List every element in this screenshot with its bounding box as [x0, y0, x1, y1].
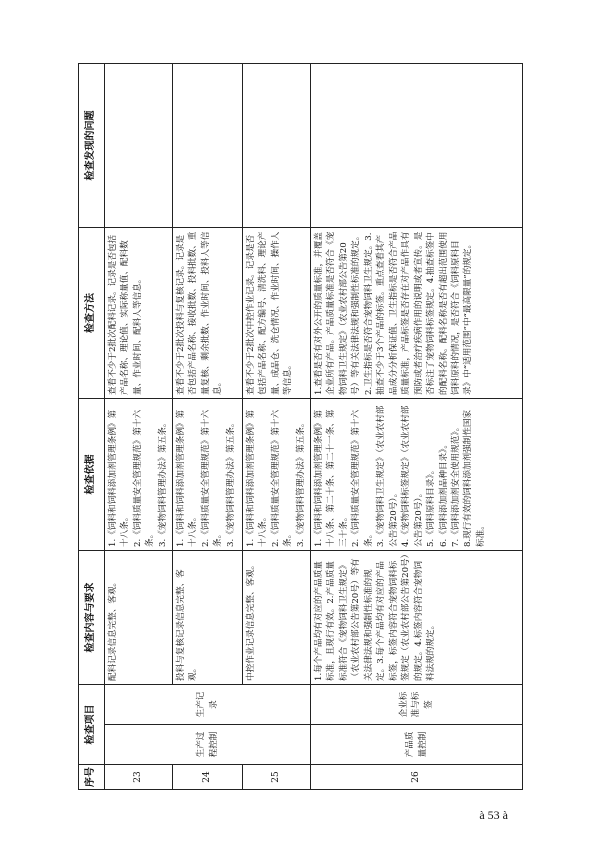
- method-text: 1.查看是否有对外公开的质量标准，并覆盖企业所有产品。产品质量标准是否符合《宠物饲料卫生规定》（农业农村部公告第20号）等有关法律法规和强制性标准的规定。2.卫生指标是否符合宠物饲料卫生规定。3.抽查不少于3个产品的标签。重点查看其产品成分分析保证值、卫生指标是否符合产品质量标准，产品标签是否存在对产品作具有预防或者治疗疾病作用的说明或者宣传。是否标注了宠物饲料标签规定。4.抽查标签中的配料名称。配料名称是否有超出范围使用饲料原料的情况，是否符合《饲料原料目录》中“适用范围”中“最高限量”的规定。: [311, 228, 523, 399]
- basis-text: 1.《饲料和饲料添加剂管理条例》第十八条。 2.《饲料质量安全管理规范》第十六条。 3.《宠物饲料管理办法》第五条。: [105, 399, 173, 551]
- table-row: [105, 64, 173, 790]
- problem-cell[interactable]: [105, 64, 173, 228]
- header-basis: 检查依据: [79, 399, 105, 551]
- problem-cell[interactable]: [173, 64, 243, 228]
- rotated-table-wrapper: [78, 64, 523, 790]
- page-number: à 53 à: [479, 808, 508, 822]
- row-number: 25: [243, 765, 311, 790]
- inspection-table: [78, 63, 523, 790]
- basis-text: 1.《饲料和饲料添加剂管理条例》第十八条。 2.《饲料质量安全管理规范》第十六条。 3.《宠物饲料管理办法》第五条。: [243, 399, 311, 551]
- header-row: [79, 64, 105, 790]
- subcategory-standard: 企业标准与标签: [311, 685, 523, 725]
- subcategory-records: 生产记录: [105, 685, 311, 725]
- table-row: [311, 64, 523, 790]
- problem-cell[interactable]: [311, 64, 523, 228]
- requirement-text: 投料与复核记录信息完整、客观。: [173, 551, 243, 685]
- requirement-text: 配料记录信息完整、客观。: [105, 551, 173, 685]
- requirement-text: 1.每个产品均有对应的产品质量标准，且现行有效。2.产品质量标准符合《宠物饲料卫生规定》（农业农村部公告第20号）等有关法律法规和强制性标准的规定。3.每个产品均有对应的产品标签，标签内容符合宠物饲料标签规定（农业农村部公告第20号）的规定。4.标签内容符合宠物饲料法规的规定。: [311, 551, 523, 685]
- row-number: 24: [173, 765, 243, 790]
- category-quality: 产品质量控制: [311, 725, 523, 765]
- row-number: 26: [311, 765, 523, 790]
- header-no: 序号: [79, 765, 105, 790]
- problem-cell[interactable]: [243, 64, 311, 228]
- method-text: 查看不少于2批次中控作业记录。记录是否包括产品名称、配方编号、清洗料、理论产量、成品仓、洗仓情况、作业时间、操作人等信息。: [243, 228, 311, 399]
- header-req: 检查内容与要求: [79, 551, 105, 685]
- basis-text: 1.《饲料和饲料添加剂管理条例》第十八条、第二十条、第二十一条、第三十条。 2.《饲料质量安全管理规范》第十六条。 3.《宠物饲料卫生规定》（农业农村部公告第20号）。 4.《宠物饲料标签规定》（农业农村部公告第20号）。 5.《饲料原料目录》。 6.《饲料添加剂品种目录》。 7.《饲料添加剂安全使用规范》。 8.现行有效的饲料添加剂强制性国家标准。: [311, 399, 523, 551]
- header-item: 检查项目: [79, 685, 105, 765]
- table-row: [243, 64, 311, 790]
- row-number: 23: [105, 765, 173, 790]
- method-text: 查看不少于2批次投料与复核记录。记录是否包括产品名称、接收批数、投料批数、重量复核、剩余批数、作业时间、投料人等信息。: [173, 228, 243, 399]
- header-problem: 检查发现的问题: [79, 64, 105, 228]
- method-text: 查看不少于2批次配料记录。记录是否包括产品名称、理论值、实际称量值、配料数量、作业时间、配料人等信息。: [105, 228, 173, 399]
- header-method: 检查方法: [79, 228, 105, 399]
- requirement-text: 中控作业记录信息完整、客观。: [243, 551, 311, 685]
- table-row: [173, 64, 243, 790]
- category-production: 生产过程控制: [105, 725, 311, 765]
- basis-text: 1.《饲料和饲料添加剂管理条例》第十八条。 2.《饲料质量安全管理规范》第十六条。 3.《宠物饲料管理办法》第五条。: [173, 399, 243, 551]
